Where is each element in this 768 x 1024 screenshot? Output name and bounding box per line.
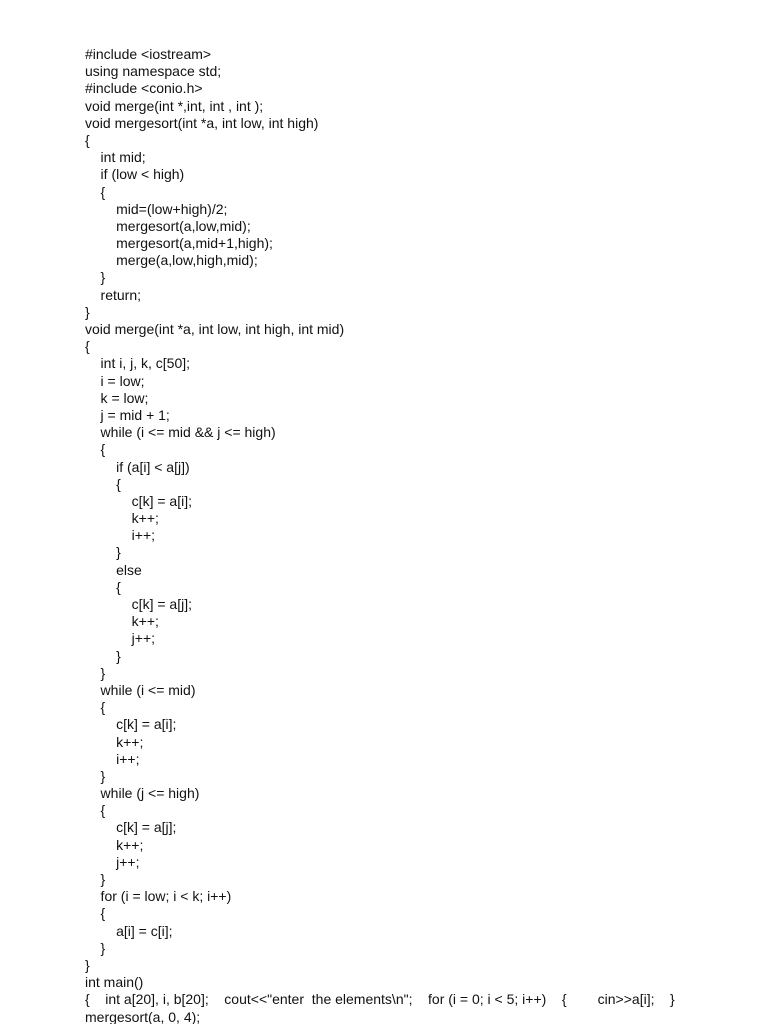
- code-line: }: [85, 871, 106, 887]
- code-line: }: [85, 544, 121, 561]
- code-line: }: [85, 939, 106, 956]
- code-line: {: [85, 802, 106, 819]
- code-line: { int a[20], i, b[20]; cout<<"enter the elements\n"; for (i = 0; i < 5; i++) { cin>>a[i]; }: [85, 991, 675, 1008]
- code-line: c[k] = a[i];: [85, 492, 192, 509]
- code-line: j++;: [85, 630, 156, 647]
- code-line: if (low < high): [85, 166, 185, 183]
- code-line: {: [85, 183, 106, 200]
- code-line: j = mid + 1;: [85, 406, 170, 423]
- code-line: i++;: [85, 527, 156, 544]
- code-line: return;: [85, 286, 142, 303]
- code-line: while (j <= high): [85, 785, 200, 802]
- code-line: int mid;: [85, 149, 146, 166]
- code-line: }: [85, 664, 106, 681]
- code-line: using namespace std;: [85, 63, 222, 80]
- code-line: if (a[i] < a[j]): [85, 458, 190, 475]
- code-listing: [85, 46, 765, 1024]
- code-line: for (i = low; i < k; i++): [85, 888, 232, 905]
- code-line: {: [85, 441, 106, 458]
- code-line: j++;: [85, 853, 140, 870]
- code-line: mergesort(a,mid+1,high);: [85, 235, 273, 252]
- code-line: mergesort(a,low,mid);: [85, 217, 251, 234]
- code-line: #include <conio.h>: [85, 80, 203, 97]
- code-line: else: [85, 561, 142, 578]
- code-line: {: [85, 578, 121, 595]
- code-line: k = low;: [85, 389, 149, 406]
- code-line: {: [85, 905, 106, 922]
- code-line: k++;: [85, 836, 144, 853]
- code-line: }: [85, 303, 90, 320]
- code-line: int main(): [85, 974, 144, 991]
- code-line: void merge(int *,int, int , int );: [85, 97, 264, 114]
- code-line: merge(a,low,high,mid);: [85, 252, 258, 269]
- code-line: while (i <= mid): [85, 681, 196, 698]
- code-line: k++;: [85, 510, 159, 527]
- code-line: }: [85, 269, 106, 286]
- code-line: }: [85, 767, 106, 784]
- code-line: mid=(low+high)/2;: [85, 200, 228, 217]
- code-line: {: [85, 699, 106, 716]
- code-line: c[k] = a[i];: [85, 716, 177, 733]
- code-line: a[i] = c[i];: [85, 922, 173, 939]
- code-line: }: [85, 956, 90, 973]
- code-line: c[k] = a[j];: [85, 819, 177, 836]
- code-line: c[k] = a[j];: [85, 596, 192, 612]
- code-line: {: [85, 131, 90, 148]
- code-line: while (i <= mid && j <= high): [85, 424, 276, 441]
- code-line: int i, j, k, c[50];: [85, 355, 191, 372]
- code-line: {: [85, 475, 121, 492]
- code-line: #include <iostream>: [85, 46, 212, 62]
- code-line: void merge(int *a, int low, int high, int mid): [85, 321, 345, 337]
- code-line: {: [85, 338, 90, 355]
- code-line: i = low;: [85, 372, 145, 389]
- code-line: mergesort(a, 0, 4);: [85, 1008, 201, 1024]
- code-line: i++;: [85, 750, 140, 767]
- code-line: void mergesort(int *a, int low, int high): [85, 114, 319, 131]
- code-line: k++;: [85, 733, 144, 750]
- code-line: }: [85, 647, 121, 664]
- code-line: k++;: [85, 613, 159, 630]
